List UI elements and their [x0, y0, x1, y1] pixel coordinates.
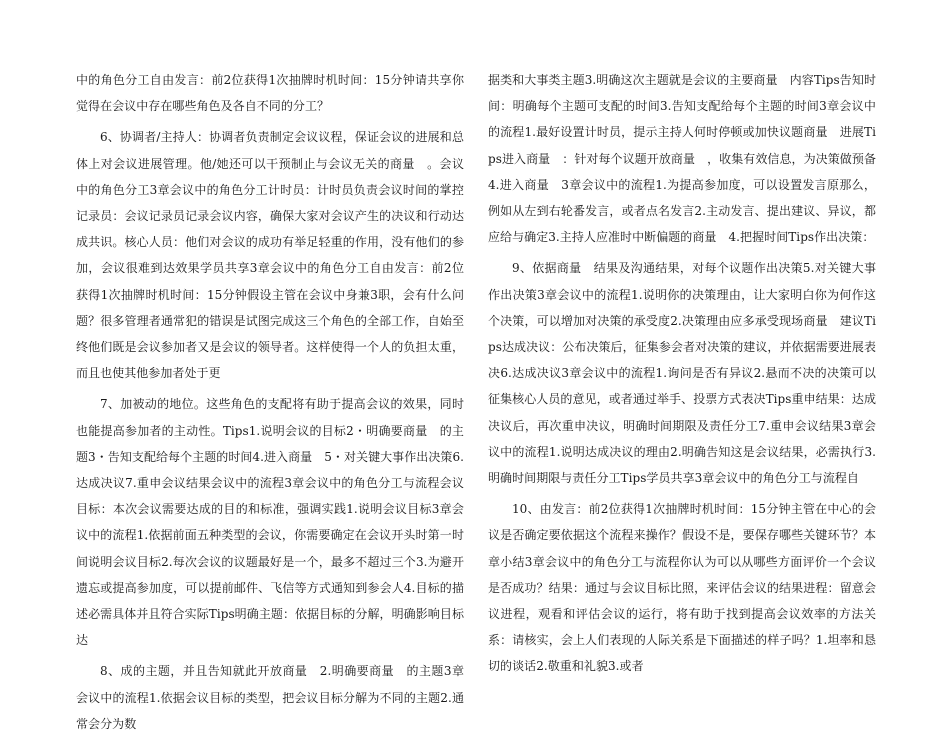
left-column — [76, 67, 464, 737]
paragraph: 中的角色分工自由发言：前2位获得1次抽牌时机时间：15分钟请共享你觉得在会议中存在哪些角色及各自不同的分工？ — [76, 73, 464, 114]
paragraph: 据类和大事类主题3.明确这次主题就是会议的主要商量 内容Tips告知时间：明确每个主题可支配的时间3.告知支配给每个主题的时间3章会议中的流程1.最好设置计时员，提示主持人何时停顿或加快议题商量 进展Tips进入商量 ：针对每个议题开放商量 ，收集有效信息，为决策做预备4.进入商量 3章会议中的流程1.为提高参加度，可以设置发言原那么，例如从左到右轮番发言，或者点名发言2.主动发言、提出建议、异议，都应给与确定3.主持人应准时中断偏题的商量 4.把握时间Tips作出决策： — [488, 73, 876, 245]
paragraph: 9、依据商量 结果及沟通结果，对每个议题作出决策5.对关键大事作出决策3章会议中的流程1.说明你的决策理由，让大家明白你为何作这个决策，可以增加对决策的承受度2.决策理由应多承受现场商量 建议Tips达成决议：公布决策后，征集参会者对决策的建议，并依据需要进展表决6.达成决议3章会议中的流程1.询问是否有异议2.悬而不决的决策可以征集核心人员的意见，或者通过举手、投票方式表决Tips重申结果：达成决议后，再次重申决议，明确时间期限及责任分工7.重申会议结果3章会议中的流程1.说明达成决议的理由2.明确告知这是会议结果，必需执行3.明确时间期限与责任分工Tips学员共享3章会议中的角色分工与流程自 — [488, 261, 876, 486]
right-column — [488, 67, 876, 680]
paragraph: 8、成的主题，并且告知就此开放商量 2.明确要商量 的主题3章会议中的流程1.依据会议目标的类型，把会议目标分解为不同的主题2.通常会分为数 — [76, 664, 464, 731]
paragraph: 10、由发言：前2位获得1次抽牌时机时间：15分钟主管在中心的会议是否确定要依据这个流程来操作？假设不是，要保存哪些关键环节？本章小结3章会议中的角色分工与流程你认为可以从哪些方面评价一个会议是否成功？结果：通过与会议目标比照，来评估会议的结果进程：留意会议进程，观看和评估会议的运行，将有助于找到提高会议效率的方法关系：请核实，会上人们表现的人际关系是下面描述的样子吗？1.坦率和恳切的谈话2.敬重和礼貌3.或者 — [488, 502, 876, 674]
paragraph: 7、加被动的地位。这些角色的支配将有助于提高会议的效果，同时也能提高参加者的主动性。Tips1.说明会议的目标2・明确要商量 的主题3・告知支配给每个主题的时间4.进入商量 5・对关键大事作出决策6.达成决议7.重申会议结果会议中的流程3章会议中的角色分工与流程会议目标：本次会议需要达成的目的和标准，强调实践1.说明会议目标3章会议中的流程1.依据前面五种类型的会议，你需要确定在会议开头时第一时间说明会议目标2.每次会议的议题最好是一个，最多不超过三个3.为避开遗忘或提高参加度，可以提前邮件、飞信等方式通知到参会人4.目标的描述必需具体并且符合实际Tips明确主题：依据目标的分解，明确影响目标达 — [76, 397, 464, 648]
paragraph: 6、协调者/主持人：协调者负责制定会议议程，保证会议的进展和总体上对会议进展管理。他/她还可以干预制止与会议无关的商量 。会议中的角色分工3章会议中的角色分工计时员：计时员负责会议时间的掌控记录员：会议记录员记录会议内容，确保大家对会议产生的决议和行动达成共识。核心人员：他们对会议的成功有举足轻重的作用，没有他们的参加，会议很难到达效果学员共享3章会议中的角色分工自由发言：前2位获得1次抽牌时机时间：15分钟假设主管在会议中身兼3职，会有什么问题？很多管理者通常犯的错误是试图完成这三个角色的全部工作，自始至终他们既是会议参加者又是会议的领导者。这样使得一个人的负担太重，而且也使其他参加者处于更 — [76, 130, 464, 381]
